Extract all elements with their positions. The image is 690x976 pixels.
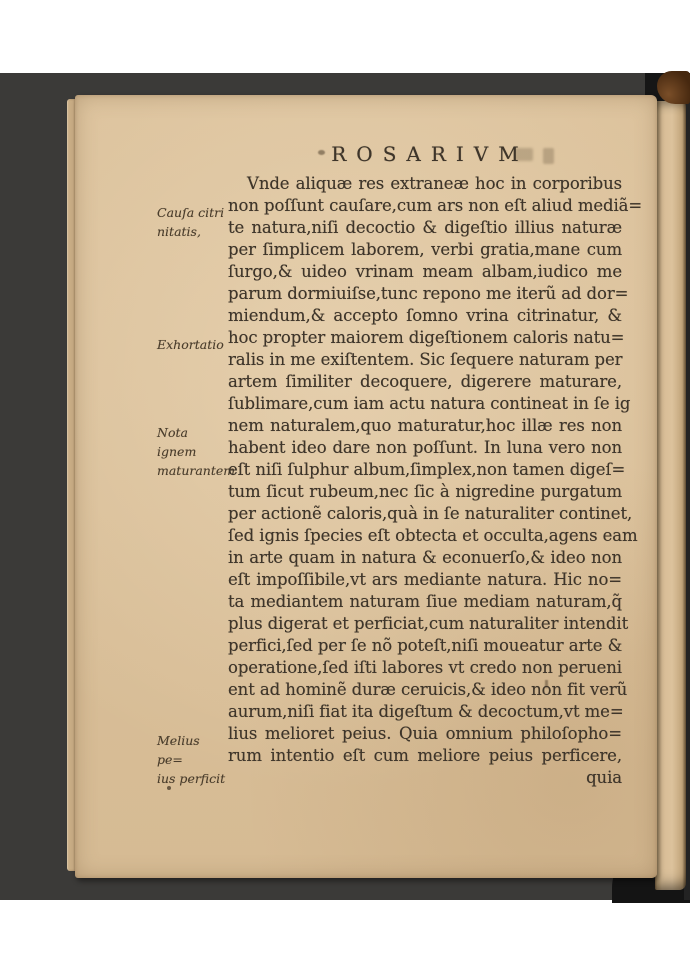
margin-note-line: Cauſa citri <box>157 205 225 220</box>
body-line: te natura,niſi decoctio & digeſtio illius naturæ <box>228 218 622 237</box>
page-title: ROSARIVM <box>331 142 529 166</box>
body-line: per ſimplicem laborem, verbi gratia,mane cum <box>228 240 622 259</box>
body-line: parum dormiuiſse,tunc repono me iterũ ad dor= <box>228 284 629 303</box>
margin-note-line: Melius pe= <box>157 733 200 767</box>
body-line: Vnde aliquæ res extraneæ hoc in corporibus <box>247 174 622 193</box>
body-line: non poſſunt cauſare,cum ars non eſt aliud mediã= <box>228 196 643 215</box>
margin-note-line: nitatis, <box>157 224 201 239</box>
body-line: eſt niſi ſulphur album,ſimplex,non tamen digeſ= <box>228 460 626 479</box>
margin-note-line: ius perficit <box>157 771 226 786</box>
body-line: hoc propter maiorem digeſtionem caloris natu= <box>228 328 625 347</box>
book-cover-corner <box>657 71 690 104</box>
margin-note <box>157 423 236 480</box>
book-fore-edge <box>655 101 686 890</box>
margin-note-line: Exhortatio <box>157 337 224 352</box>
body-line: aurum,niſi fiat ita digeſtum & decoctum,vt me= <box>228 702 624 721</box>
margin-note-line: maturantem <box>157 463 236 478</box>
margin-note <box>157 335 229 354</box>
body-line: nem naturalem,quo maturatur,hoc illæ res non <box>228 416 622 435</box>
body-line: ent ad hominẽ duræ ceruicis,& ideo non fit verũ <box>228 680 628 699</box>
margin-note <box>157 203 229 241</box>
margin-note <box>157 731 229 788</box>
body-line: perfici,ſed per ſe nõ poteſt,niſi moueatur arte & <box>228 636 623 655</box>
book-page <box>75 95 657 878</box>
body-line: in arte quam in natura & econuerſo,& ideo non <box>228 548 622 567</box>
body-line: plus digerat et perficiat,cum naturaliter intendit <box>228 614 629 633</box>
body-line: quia <box>586 768 622 787</box>
body-line: ralis in me exiſtentem. Sic ſequere naturam per <box>228 350 623 369</box>
body-line: ſurgo,& uideo vrinam meam albam,iudico me <box>228 262 622 281</box>
body-line: rum intentio eſt cum meliore peius perficere, <box>228 746 622 765</box>
body-line: tum ſicut rubeum,nec ſic à nigredine purgatum <box>228 482 622 501</box>
margin-note-line: Nota ignem <box>157 425 197 459</box>
body-line: lius melioret peius. Quia omnium philoſopho= <box>228 724 622 743</box>
body-line: artem ſimiliter decoquere, digerere maturare, <box>228 372 622 391</box>
body-line: habent ideo dare non poſſunt. In luna vero non <box>228 438 622 457</box>
body-line: ſublimare,cum iam actu natura contineat in ſe ig <box>228 394 631 413</box>
body-line: operatione,ſed iſti labores vt credo non perueni <box>228 658 622 677</box>
text-block <box>228 173 643 789</box>
body-line: per actionẽ caloris,quà in ſe naturaliter continet, <box>228 504 633 523</box>
body-line: ta mediantem naturam ſiue mediam naturam,q̃ <box>228 592 622 611</box>
body-line: eſt impoſſibile,vt ars mediante natura. Hic no= <box>228 570 622 589</box>
body-line: miendum,& accepto ſomno vrina citrinatur, & <box>228 306 622 325</box>
body-line: ſed ignis ſpecies eſt obtecta et occulta,agens eam <box>228 526 638 545</box>
